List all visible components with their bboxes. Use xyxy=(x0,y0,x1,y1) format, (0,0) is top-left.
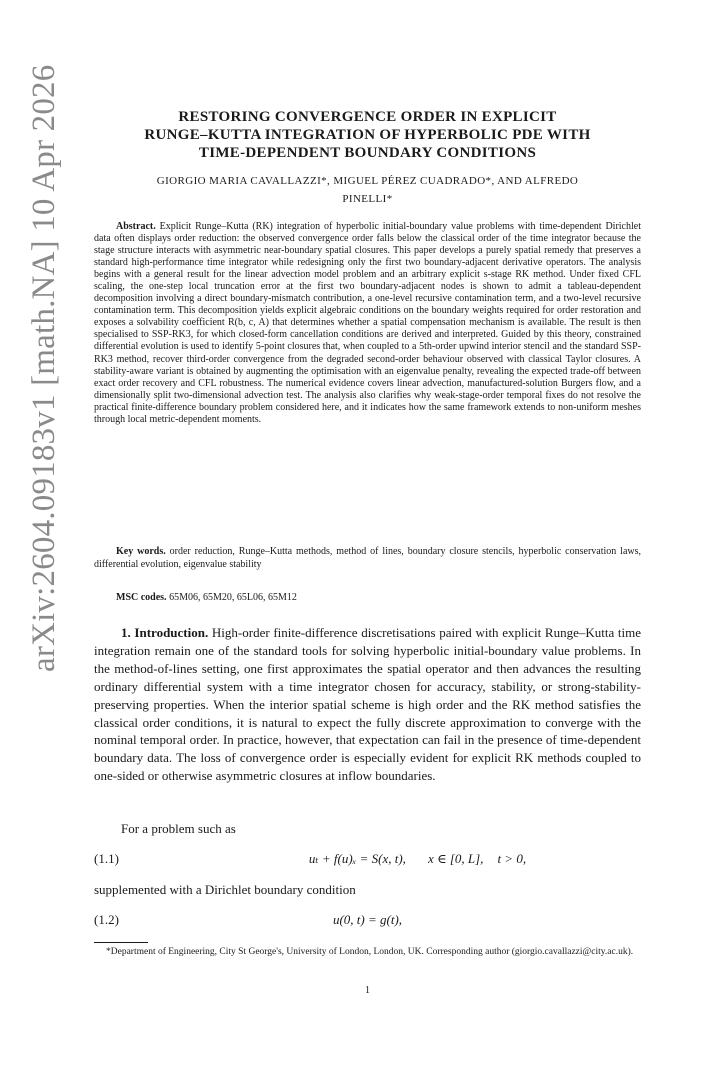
equation-number: (1.2) xyxy=(94,912,119,927)
equation-body: u(0, t) = g(t), xyxy=(332,912,403,927)
introduction-paragraph xyxy=(94,624,641,785)
keywords-text: order reduction, Runge–Kutta methods, method of lines, boundary closure stencils, hyperbolic conservation laws, differential evolution, eigenvalue stability xyxy=(94,546,641,570)
equation-time: t > 0, xyxy=(497,851,527,866)
msc-label: MSC codes. xyxy=(116,592,167,603)
introduction-text: High-order finite-difference discretisations paired with explicit Runge–Kutta time integration remain one of the standard tools for solving hyperbolic initial-boundary value problems. In the method-of-lines setting, one first approximates the spatial operator and then advances the resulting ordinary differential system with a time integrator chosen for accuracy, stability, or strong-stability-preserving properties. When the interior spatial scheme is high order and the RK method satisfies the classical order conditions, it is natural to expect the fully discrete approximation to converge with the nominal temporal order. In practice, however, that expectation can fail in the presence of time-dependent boundary data. The loss of convergence order is especially evident for explicit RK methods coupled to one-sided or otherwise asymmetric closures at inflow boundaries. xyxy=(94,625,641,784)
equation-domain: x ∈ [0, L], xyxy=(427,851,484,866)
title-line-3: TIME-DEPENDENT BOUNDARY CONDITIONS xyxy=(198,145,537,161)
section-heading: 1. Introduction. xyxy=(121,625,209,640)
abstract-text: Explicit Runge–Kutta (RK) integration of hyperbolic initial-boundary value problems with time-dependent Dirichlet data often displays order reduction: the observed convergence order falls below the classical order of the time integrator because the stage structure interacts with asymmetric near-boundary spatial closures. This paper develops a purely spatial remedy that preserves a standard high-performance time integrator while redesigning only the first two boundary-adjacent derivative operators. The analysis begins with a general result for the linear advection model problem and an arbitrary explicit s-stage RK method. Under fixed CFL scaling, the one-step local truncation error at the first two boundary-adjacent nodes is shown to admit a tableau-dependent decomposition involving a direct boundary-mismatch contribution, a one-level recursive contamination term, and a two-level recursive contamination term. This decomposition yields explicit algebraic conditions on the boundary weights required for order restoration and exposes a solvability coefficient R(b, c, A) that determines whether a spatial compensation mechanism is available. The result is then specialised to SSP-RK3, for which closed-form cancellation conditions are derived and interpreted. Guided by this theory, constrained differential evolution is used to identify 5-point closures that, when coupled to a 5th-order upwind interior stencil and the standard SSP-RK3 method, recover third-order convergence from the degraded second-order behaviour observed with classical Taylor closures. A stability-aware variant is obtained by augmenting the optimisation with an eigenvalue penalty, revealing the expected trade-off between exact order recovery and CFL robustness. The numerical evidence covers linear advection, manufactured-solution Burgers flow, and a dimensionally split two-dimensional advection test. The analysis also clarifies why weak-stage-order temporal fixes do not resolve the practical finite-difference boundary problem considered here, and it indicates how the same framework extends to non-uniform meshes through local metric-dependent moments. xyxy=(94,221,641,425)
affiliation-footnote: *Department of Engineering, City St George's, University of London, London, UK. Corresponding author (giorgio.cavallazzi@city.ac.uk). xyxy=(106,947,634,957)
equation-body xyxy=(144,851,691,867)
author-line-2: PINELLI* xyxy=(342,193,393,205)
abstract-label: Abstract. xyxy=(116,221,156,232)
supplemented-text: supplemented with a Dirichlet boundary condition xyxy=(94,882,356,897)
arxiv-identifier: arXiv:2604.09183v1 [math.NA] 10 Apr 2026 xyxy=(26,64,62,672)
abstract xyxy=(94,221,641,426)
msc-text: 65M06, 65M20, 65L06, 65M12 xyxy=(169,592,297,603)
keywords-label: Key words. xyxy=(116,546,166,557)
paper-title xyxy=(94,108,641,162)
footnote-rule xyxy=(94,942,148,943)
for-problem-text: For a problem such as xyxy=(121,821,236,836)
equation-number: (1.1) xyxy=(94,851,119,866)
title-line-2: RUNGE–KUTTA INTEGRATION OF HYPERBOLIC PDE WITH xyxy=(144,127,591,143)
equation-lhs: uₜ + f(u)ₓ = S(x, t), xyxy=(308,851,406,866)
keywords xyxy=(94,545,641,571)
author-line-1: GIORGIO MARIA CAVALLAZZI*, MIGUEL PÉREZ CUADRADO*, AND ALFREDO xyxy=(156,175,579,187)
title-line-1: RESTORING CONVERGENCE ORDER IN EXPLICIT xyxy=(178,109,557,125)
page-number: 1 xyxy=(365,985,370,996)
author-list xyxy=(94,172,641,208)
msc-codes xyxy=(94,591,641,604)
